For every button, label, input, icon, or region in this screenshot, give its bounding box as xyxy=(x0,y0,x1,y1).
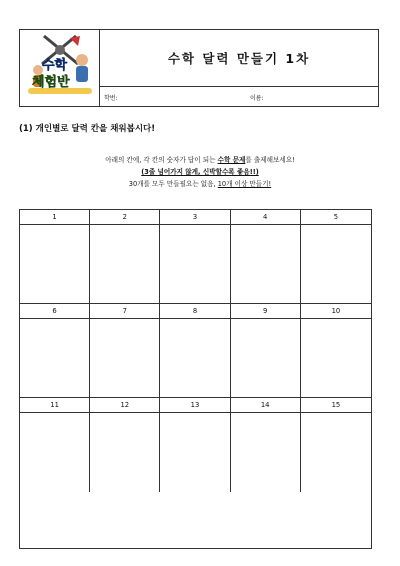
calendar-day-number: 12 xyxy=(90,398,160,413)
calendar-day-number: 13 xyxy=(160,398,230,413)
calendar-answer-cell[interactable] xyxy=(20,413,90,492)
worksheet-header xyxy=(19,29,379,107)
calendar-day-number: 10 xyxy=(301,304,371,319)
name-label: 이름: xyxy=(250,94,264,102)
calendar-day-number: 3 xyxy=(160,210,230,225)
calendar-answer-cell[interactable] xyxy=(301,319,371,398)
calendar-answer-cell[interactable] xyxy=(160,225,230,304)
instruction-emphasis: 10개 이상 만들기! xyxy=(217,180,272,188)
calendar-answer-cell[interactable] xyxy=(231,319,301,398)
instruction-text: 30개를 모두 만들필요는 없음, xyxy=(128,180,218,188)
calendar-answer-cell[interactable] xyxy=(231,225,301,304)
section-title: (1) 개인별로 달력 칸을 채워봅시다! xyxy=(19,124,156,134)
calendar-answer-cell[interactable] xyxy=(90,225,160,304)
calendar-answer-cell[interactable] xyxy=(301,225,371,304)
instructions xyxy=(0,154,400,190)
calendar-day-number: 7 xyxy=(90,304,160,319)
page-title: 수학 달력 만들기 1차 xyxy=(167,51,311,66)
calendar-answer-cell[interactable] xyxy=(20,319,90,398)
calendar-day-number: 15 xyxy=(301,398,371,413)
student-id-label: 학번: xyxy=(104,94,118,102)
calendar-day-number: 8 xyxy=(160,304,230,319)
instruction-line-1 xyxy=(0,154,400,166)
calendar-answer-cell[interactable] xyxy=(160,413,230,492)
calendar-answer-cell[interactable] xyxy=(301,413,371,492)
calendar-day-number: 6 xyxy=(20,304,90,319)
logo-text-line1: 수학 xyxy=(42,58,68,73)
calendar-day-number: 5 xyxy=(301,210,371,225)
calendar-answer-cell[interactable] xyxy=(160,319,230,398)
calendar-day-number: 14 xyxy=(231,398,301,413)
calendar-answer-cell[interactable] xyxy=(231,413,301,492)
calendar-day-number: 11 xyxy=(20,398,90,413)
calendar-answer-cell[interactable] xyxy=(90,319,160,398)
calendar-answer-cell[interactable] xyxy=(90,413,160,492)
instruction-emphasis: 수학 문제 xyxy=(217,156,246,164)
calendar-day-number: 9 xyxy=(231,304,301,319)
instruction-line-2: (3줄 넘어가지 않게, 신박할수록 좋음!!) xyxy=(141,168,259,176)
logo xyxy=(20,30,100,107)
title-cell xyxy=(100,30,378,87)
instruction-line-3 xyxy=(0,178,400,190)
student-info-row xyxy=(100,87,378,107)
logo-text-line2: 체험반 xyxy=(32,75,70,90)
instruction-text: 를 출제해보세요! xyxy=(245,156,295,164)
calendar-day-number: 2 xyxy=(90,210,160,225)
calendar-day-number: 1 xyxy=(20,210,90,225)
calendar-day-number: 4 xyxy=(231,210,301,225)
calendar-answer-cell[interactable] xyxy=(20,225,90,304)
calendar-grid xyxy=(19,209,372,549)
instruction-text: 아래의 칸에, 각 칸의 숫자가 답이 되는 xyxy=(105,156,218,164)
